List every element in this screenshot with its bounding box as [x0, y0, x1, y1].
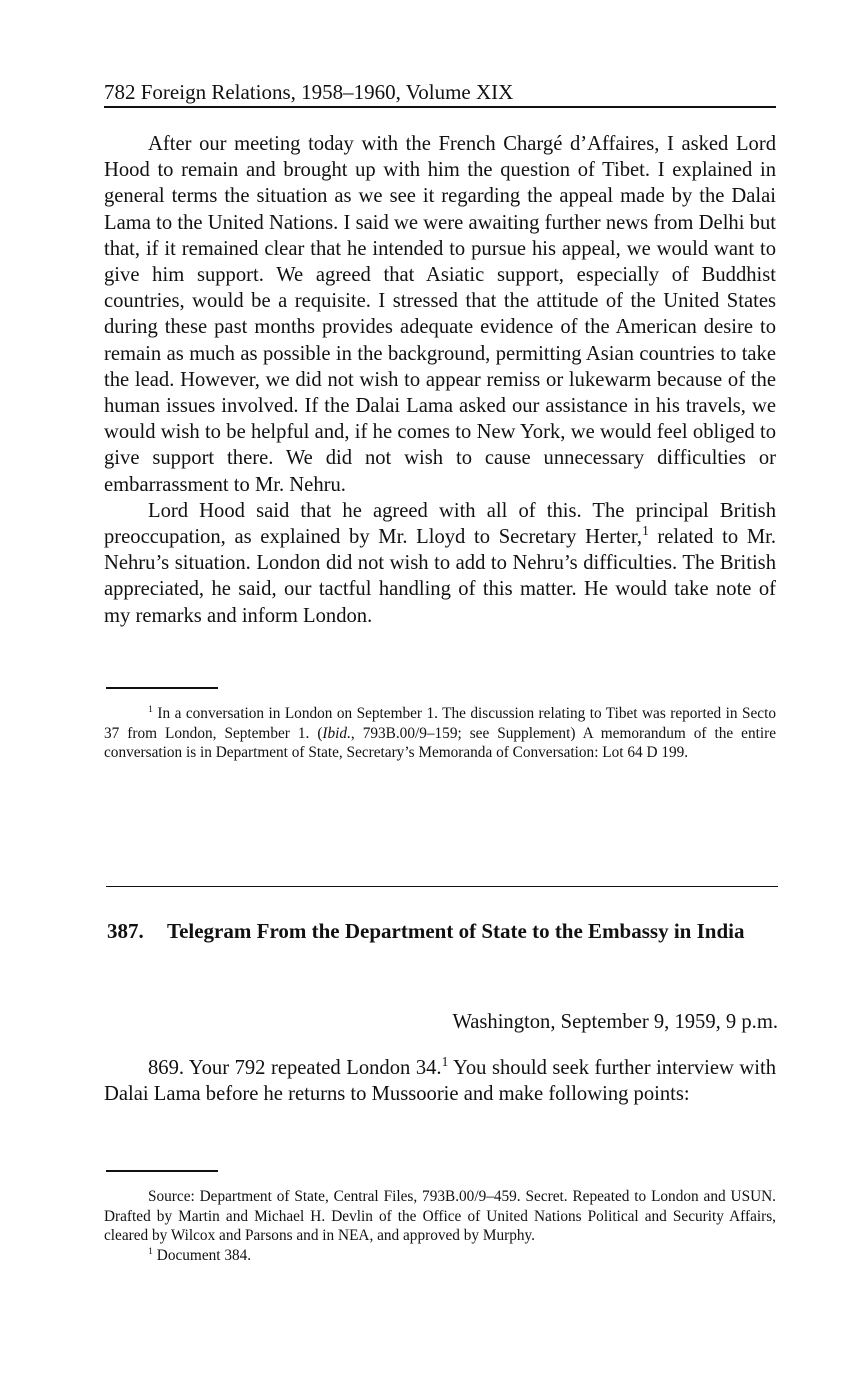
document-386-body	[104, 131, 776, 629]
section-divider	[106, 886, 778, 887]
running-head: 782 Foreign Relations, 1958–1960, Volume XIX	[104, 80, 514, 104]
footnote-387-1	[104, 1246, 776, 1266]
footnote-ibid: Ibid.	[322, 724, 351, 742]
footnote-marker: 1	[441, 1054, 449, 1070]
header-rule	[104, 106, 776, 108]
source-note	[104, 1187, 776, 1265]
paragraph-text: 869. Your 792 repeated London 34.	[148, 1057, 442, 1079]
footnote-text	[104, 704, 776, 763]
footnote-marker: 1	[642, 523, 649, 539]
footnote-marker: 1	[148, 703, 153, 715]
document-heading	[107, 918, 767, 945]
footnote-rule	[106, 1170, 218, 1172]
footnote-text: Document 384.	[152, 1246, 252, 1264]
paragraph-text: Lord Hood said that he agreed with all of this. The principal British preoccupation, as explained by Mr. Lloyd to Secretary Herter,	[104, 499, 776, 549]
source-note-text: Source: Department of State, Central Files, 793B.00/9–459. Secret. Repeated to London and USUN. Drafted by Martin and Michael H. Devlin of the Office of United Nations Political and Security Affairs, cleared by Wilcox and Parsons and in NEA, and approved by Murphy.	[104, 1188, 776, 1245]
paragraph	[104, 1055, 776, 1107]
footnote-rule	[106, 687, 218, 689]
paragraph: After our meeting today with the French Chargé d’Affaires, I asked Lord Hood to remain and brought up with him the question of Tibet. I explained in general terms the situation as we see it regarding the appeal made by the Dalai Lama to the United Nations. I said we were awaiting further news from Delhi but that, if it remained clear that he intended to pursue his appeal, we would want to give him support. We agreed that Asiatic support, especially of Buddhist countries, would be a requisite. I stressed that the attitude of the United States during these past months provides adequate evidence of the American desire to remain as much as possible in the background, permitting Asian countries to take the lead. However, we did not wish to appear remiss or lukewarm because of the human issues involved. If the Dalai Lama asked our assistance in his travels, we would wish to be helpful and, if he comes to New York, we would feel obliged to give support there. We did not wish to cause unnecessary difficulties or embarrassment to Mr. Nehru.	[104, 133, 776, 496]
document-title: Telegram From the Department of State to the Embassy in India	[167, 919, 745, 943]
dateline: Washington, September 9, 1959, 9 p.m.	[452, 1011, 778, 1033]
footnote-marker: 1	[148, 1245, 153, 1257]
footnote-text-part: In a conversation in London on September 1. The discussion relating to Tibet was reported in Secto 37 from London, September 1. (	[104, 705, 776, 742]
document-number: 387.	[107, 919, 144, 943]
paragraph-text: related to Mr. Nehru’s situation. London did not wish to add to Nehru’s difficulties. The British appreciated, he said, our tactful handling of this matter. He would take note of my remarks and inform London.	[104, 526, 776, 627]
document-387-body	[104, 1055, 776, 1107]
footnote-text-part: , 793B.00/9–159; see Supplement) A memorandum of the entire conversation is in Department of State, Secretary’s Memoranda of Conversation: Lot 64 D 199.	[104, 724, 776, 762]
footnote-386-1	[104, 704, 776, 763]
paragraph-text: You should seek further interview with Dalai Lama before he returns to Mussoorie and make following points:	[104, 1057, 776, 1106]
paragraph	[104, 498, 776, 629]
